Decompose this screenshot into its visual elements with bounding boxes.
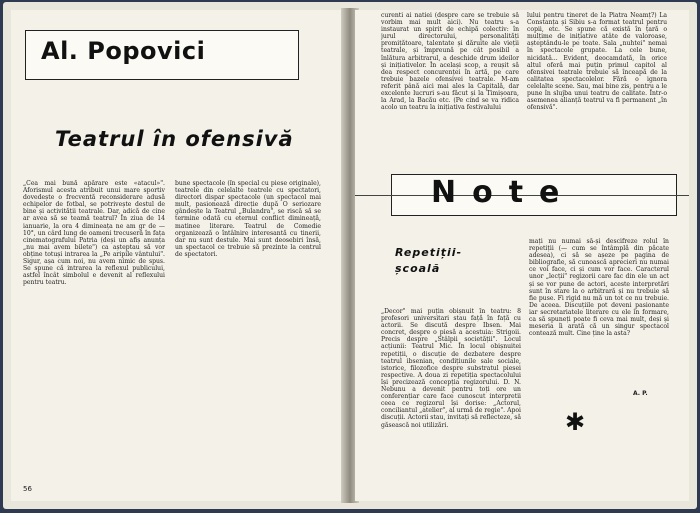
left-page (11, 10, 345, 501)
note-title-line-2: școală (395, 262, 441, 275)
note-title-line-1: Repetiții- (395, 246, 463, 259)
page-number: 56 (23, 485, 32, 493)
continued-column-1: curenti ai natiei (despre care se trebuie să vorbim mai mult aici). Nu teatru s-a instaurat un spirit de echipă colectiv: în jurul directorului, personalități promițătoare, talentate și dăruite ale vieții teatrale, și împreună pe cât posibil a înlătura arbitrarul, a deschide drum ideilor și inițiativelor. În același scop, a reușit să dea respect concurenței în artă, pe care trebuie bazele ofensivei teatrale. M-am referit până aici mai ales la Capitală, dar excelente lucruri s-au făcut și la Timișoara, la Arad, la Bacău etc. (Pe cind se va ridica acolo un teatru la inițiativa festivalului (381, 12, 519, 112)
note-column-1: „Decor" mai puțin obișnuit în teatru: 8 profesori universitari stau față în față cu actorii. Se discută despre Ibsen. Mai concret, despre o piesă a acestuia: Strigoii. Precis despre „Stâlpii societății". Locul acțiunii: Teatrul Mic. În locul obișnuitei repetiții, o discuție de dezbatere despre teatrul ibsenian, condițiunile sale sociale, istorice, filozofice despre substratul piesei respective. A doua zi repetiția spectacolului își precizează concepția regizorului. D. N. Nebunu a devenit pentru toți ore un conferențiar care face cunoscut interpretii ceea ce regizorul își dorise: „Actorul, conciliantul „atelier", al urmă de regie". Apoi discuții. Actorii stau, invitați să reflecteze, să găsească noi utilizări. (381, 308, 521, 429)
article-column-1: „Cea mai bună apărare este «atacul»". Aforismul acesta atribuit unui mare sportiv dovedește o frecventă reconsiderare adusă echipelor de fotbal, se potrivește destul de bine și activității teatrale. Dar, adică de cine ar avea să se teamă teatrul? În ziua de 14 ianuarie, la ora 4 dimineața ne am gr de —10°, un cârd lung de oameni trecuseră în fața cinematografului Patria (deși un afiș anunța „nu mai avem bilete") ca așteptau să vor obține totuși intrarea la „Pe aripile vântului". Sigur, așa cum noi, nu avem nimic de spus. Se spune că intrarea la reflexul publicului, astfel încât simbolul e devenit al reflexului pentru teatru. (23, 180, 165, 287)
note-title (395, 245, 462, 277)
article-title: Teatrul în ofensivă (55, 127, 294, 151)
continued-column-2: lului pentru tineret de la Piatra Neamț?) La Constanța și Sibiu s-a format teatrul pentru copii, etc. Se spune că există în țară o mulțime de inițiative atâte de valoroase, așteptându-le pe toate. Sala „nuhtei" nemai în spectacole grupate. La cele bune, nicidată... Evident, deocamdată, în orice altul oferă mai puțin primul capitol al ofensivei teatrale trebuie să înceapă de la calitatea spectacolelor. Fără o ignora celelalte scene. Sau, mai bine zis, pentru a le pune în slujba unui teatru de calitate. Într-o asemenea alianță teatrul va fi permanent „în ofensivă". (527, 12, 667, 112)
article-column-2: bune spectacole (în special cu piese originale), teatrele din celelalte teatrele cu spectatori, directori dispar spectacole (un spectacol mai mult, pasionează direcție după O seriozare gândește la Teatrul „Bulandra", se riscă să se termine odată cu eternul conflict dimineață, matinee literare. Teatrul de Comedie organizează o întâlnire interesantă cu tinerii, dar nu sunt destule. Mai sunt deosebiri însă, un spectacol ce trebuie să prezinte la centrul de spectatori. (175, 180, 321, 258)
right-page (355, 10, 689, 501)
notes-heading: Note (431, 175, 576, 210)
author-name: Al. Popovici (41, 37, 206, 65)
book-spread (3, 2, 697, 509)
author-signature: A. P. (633, 390, 648, 397)
flower-ornament-icon: ✱ (565, 408, 586, 436)
note-column-2: mați nu numai să-și descifreze rolul în repetiții (— cum se întâmplă din păcate adesea), ci să se așeze pe pagina de bibliografie, să cunoască aprecieri nu numai ce voi face, ci și cum vor face. Caracterul unor „lecții" regizorii care fac din ele un act și se vor pune de actori, aceste interpretări sunt în stare la o arbitrară și nu trebuie să fie puse. Fi rigid nu mă un tot ce nu trebuie. De aceea. Discuțiile pot deveni pasionante iar secretariatele literare cu ele în formare, ca să spuneți poate fi ceva mai mult, deși și meseria îi arată că un singur spectacol contează mult. Cine ține la asta? (529, 238, 669, 338)
